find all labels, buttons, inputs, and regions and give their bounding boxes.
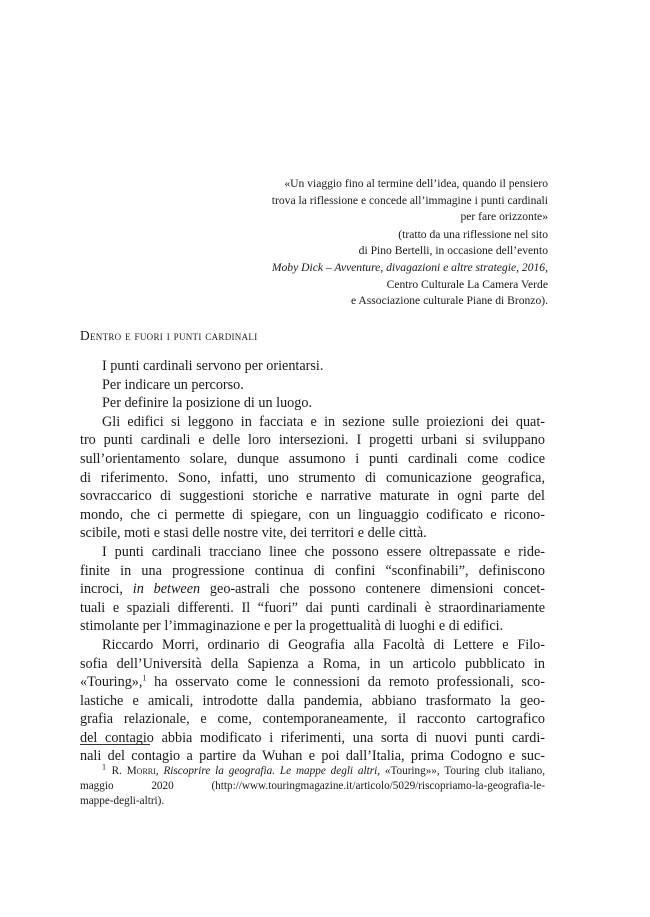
footnote xyxy=(80,764,545,808)
footnote-number: 1 xyxy=(102,764,106,772)
epigraph-source xyxy=(208,227,548,310)
paragraph-line: scibile, moti e stasi delle nostre vite, dei territori e delle città. xyxy=(80,525,427,542)
paragraph-line: tro punti cardinali e delle loro intersezioni. I progetti urbani si sviluppano xyxy=(80,432,545,449)
epigraph-source-work: Moby Dick – Avventure, divagazioni e altre strategie, 2016 xyxy=(271,260,546,274)
text-span: , «Touring»», Touring club italiano, xyxy=(377,765,545,777)
paragraph-line: lastiche e amicali, introdotte dalla pandemia, abbiano trasformato la geo- xyxy=(80,692,545,709)
footnote-line: mappe-degli-altri). xyxy=(80,794,165,807)
paragraph-line: sofia dell’Università della Sapienza a Roma, in un articolo pubblicato in xyxy=(80,655,545,672)
epigraph-quote-line: per fare orizzonte» xyxy=(460,210,548,224)
footnote-line xyxy=(80,764,545,779)
paragraph-line: sull’orientamento solare, dunque assumono i punti cardinali come codice xyxy=(80,450,545,467)
epigraph-source-line xyxy=(208,260,548,277)
section-title: Dentro e fuori i punti cardinali xyxy=(80,328,258,343)
paragraph-line: Riccardo Morri, ordinario di Geografia alla Facoltà di Lettere e Filo- xyxy=(102,636,545,653)
italic-term: in between xyxy=(132,581,201,598)
text-span: «Touring», xyxy=(80,674,143,691)
epigraph-quote-line: trova la riflessione e concede all’immagine i punti cardinali xyxy=(271,193,548,207)
paragraph-line: del contagio abbia modificato i riferimenti, una sorta di nuovi punti cardi- xyxy=(80,729,545,746)
paragraph-line: grafia relazionale, e come, contemporaneamente, il racconto cartografico xyxy=(80,711,545,728)
epigraph-quote xyxy=(208,176,548,226)
paragraph-line: tuali e spaziali differenti. Il “fuori” dai punti cardinali è straordinariamente xyxy=(80,599,545,616)
paragraph-line: finite in una progressione continua di confini “sconfinabili”, definiscono xyxy=(80,562,545,579)
epigraph-source-line: di Pino Bertelli, in occasione dell’evento xyxy=(358,244,548,258)
body-text xyxy=(80,357,545,766)
paragraph-line: Gli edifici si leggono in facciata e in sezione sulle proiezioni dei quat- xyxy=(102,413,545,430)
epigraph-source-line: e Associazione culturale Piane di Bronzo). xyxy=(350,294,548,308)
epigraph-source-line: Centro Culturale La Camera Verde xyxy=(386,277,548,291)
text-span: ha osservato come le connessioni da remoto professionali, sco- xyxy=(146,674,545,691)
paragraph-line: Per indicare un percorso. xyxy=(102,376,244,393)
paragraph-line: stimolante per l’immaginazione e per la progettualità di luoghi e di edifici. xyxy=(80,618,504,635)
paragraph-line xyxy=(80,580,545,599)
footnote-title: Riscoprire la geografia. Le mappe degli altri xyxy=(163,765,378,777)
epigraph-quote-line: «Un viaggio fino al termine dell’idea, quando il pensiero xyxy=(284,177,548,190)
text-span: , xyxy=(155,765,164,777)
paragraph-line: I punti cardinali servono per orientarsi. xyxy=(102,358,324,374)
paragraph-line: nali del contagio a partire da Wuhan e poi dall’Italia, prima Codogno e suc- xyxy=(80,748,545,765)
text-span: incroci, xyxy=(80,581,133,598)
paragraph-line: mondo, che ci permette di spiegare, con un linguaggio codificato e ricono- xyxy=(80,506,545,523)
footnote-divider xyxy=(80,744,150,745)
paragraph-line: Per definire la posizione di un luogo. xyxy=(102,395,313,412)
paragraph-line: I punti cardinali tracciano linee che possono essere oltrepassate e ride- xyxy=(102,543,545,560)
footnote-author: R. Morri xyxy=(111,765,156,777)
paragraph-line: di riferimento. Sono, infatti, uno strumento di comunicazione geografica, xyxy=(80,469,545,486)
text-span: geo-astrali che possono contenere dimensioni concet- xyxy=(200,581,545,598)
epigraph-source-comma: , xyxy=(545,260,548,274)
paragraph-line: sovraccarico di suggestioni storiche e narrative maturate in ogni parte del xyxy=(80,488,545,505)
footnote-marker: 1 xyxy=(142,673,147,683)
epigraph xyxy=(208,176,548,310)
epigraph-source-line: (tratto da una riflessione nel sito xyxy=(398,227,548,241)
paragraph-line xyxy=(80,673,545,692)
footnote-line: maggio 2020 (http://www.touringmagazine.it/articolo/5029/riscopriamo-la-geografia-le- xyxy=(80,779,545,792)
